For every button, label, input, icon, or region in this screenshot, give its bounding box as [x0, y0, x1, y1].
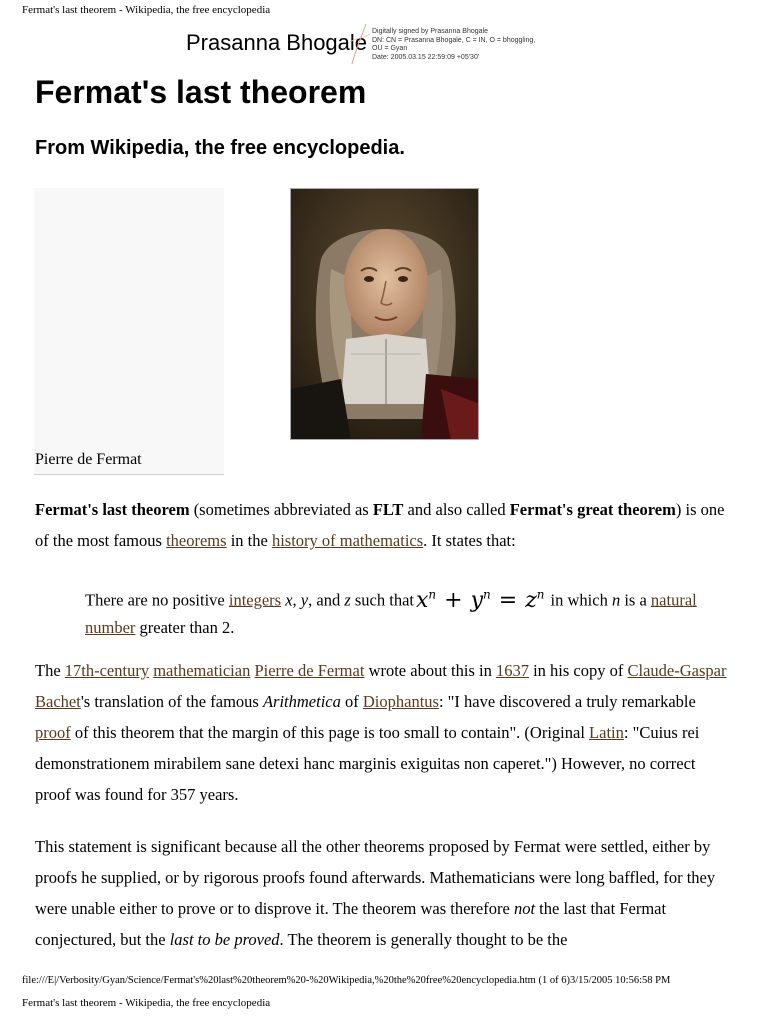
variable: n [611, 590, 621, 610]
link-1637[interactable]: 1637 [495, 661, 529, 680]
signature-line: DN: CN = Prasanna Bhogale, C = IN, O = bhoggling, [372, 36, 536, 44]
text: . It states that: [423, 531, 516, 550]
link-mathematician[interactable]: mathematician [153, 661, 251, 680]
page-footer-path: file:///E|/Verbosity/Gyan/Science/Fermat's%20last%20theorem%20-%20Wikipedia,%20the%20free%20encyclopedia.htm (1 of 6)3/15/2005 10:56:58 PM [22, 975, 671, 986]
link-integers[interactable]: integers [228, 590, 282, 610]
text: , [292, 590, 301, 610]
eq-var: z [525, 588, 537, 614]
text: , and [308, 590, 345, 610]
eq-exp: n [536, 588, 545, 602]
text: in which [550, 590, 612, 610]
bold-term: Fermat's last theorem [35, 500, 190, 519]
text: This statement is significant because all the other theorems proposed by Fermat were settled, either by proofs he supplied, or by rigorous proofs found afterwards. Mathematicians were long baffled, for they were unable either to prove or to disprove it. The theorem was therefore [35, 837, 716, 918]
text: wrote about this in [364, 661, 496, 680]
image-thumbnail-box [34, 188, 224, 475]
intro-paragraph [35, 494, 730, 556]
text: greater than 2. [135, 618, 235, 638]
link-proof[interactable]: proof [35, 723, 71, 742]
image-caption: Pierre de Fermat [35, 451, 142, 468]
text: in his copy of [528, 661, 628, 680]
eq-plus: + [444, 588, 463, 614]
text: is a [620, 590, 651, 610]
eq-var: x [416, 588, 429, 614]
text: of this theorem that the margin of this page is too small to contain". (Original [70, 723, 590, 742]
page-footer-title: Fermat's last theorem - Wikipedia, the free encyclopedia [22, 997, 271, 1009]
page-header-title: Fermat's last theorem - Wikipedia, the free encyclopedia [22, 4, 271, 16]
article-subtitle: From Wikipedia, the free encyclopedia. [35, 137, 405, 159]
significance-paragraph [35, 831, 730, 955]
theorem-statement [85, 579, 725, 642]
portrait-drawing [291, 189, 479, 440]
variable: z [344, 590, 351, 610]
text: such that [350, 590, 414, 610]
eq-exp: n [428, 588, 437, 602]
text: There are no positive [85, 590, 229, 610]
italic-term: not [513, 899, 536, 918]
text: the last that Fermat conjectured, but the [35, 899, 667, 949]
text: in the [226, 531, 272, 550]
variable: y [300, 590, 309, 610]
variable: x [285, 590, 293, 610]
article-title: Fermat's last theorem [35, 74, 367, 110]
text: . The theorem is generally thought to be the [279, 930, 568, 949]
signature-name: Prasanna Bhogale [186, 30, 368, 55]
signature-stroke-icon [346, 22, 374, 66]
link-natural-number[interactable]: natural number [85, 590, 697, 638]
link-theorems[interactable]: theorems [166, 531, 227, 550]
text: 's translation of the famous [80, 692, 263, 711]
italic-term: Arithmetica [262, 692, 341, 711]
signature-line: Date: 2005.03.15 22:59:09 +05'30' [372, 53, 480, 61]
signature-line: Digitally signed by Prasanna Bhogale [372, 28, 488, 35]
link-diophantus[interactable]: Diophantus [362, 692, 439, 711]
signature-details [372, 28, 582, 62]
link-latin[interactable]: Latin [589, 723, 624, 742]
text: ) is one of the most famous [35, 500, 725, 550]
text: and also called [403, 500, 510, 519]
text: of [340, 692, 363, 711]
eq-equals: = [498, 588, 518, 614]
text: (sometimes abbreviated as [189, 500, 373, 519]
bold-term: FLT [372, 500, 404, 519]
fermat-equation [416, 588, 545, 613]
bold-term: Fermat's great theorem [509, 500, 676, 519]
eq-exp: n [483, 588, 491, 602]
link-history-of-mathematics[interactable]: history of mathematics [271, 531, 424, 550]
history-paragraph [35, 655, 730, 810]
link-17th-century[interactable]: 17th-century [64, 661, 150, 680]
italic-term: last to be proved [169, 930, 280, 949]
eq-var: y [470, 588, 484, 614]
text: : "I have discovered a truly remarkable [438, 692, 696, 711]
text: : "Cuius rei demonstrationem mirabilem sane detexi hanc marginis exiguitas non caperet.") However, no correct proof was found for 357 years. [35, 723, 700, 804]
signature-line: OU = Gyan [372, 45, 408, 53]
fermat-portrait-image[interactable] [290, 188, 479, 440]
link-claude-gaspar-bachet[interactable]: Claude-Gaspar Bachet [35, 661, 727, 711]
text: The [35, 661, 65, 680]
link-pierre-de-fermat[interactable]: Pierre de Fermat [254, 661, 365, 680]
